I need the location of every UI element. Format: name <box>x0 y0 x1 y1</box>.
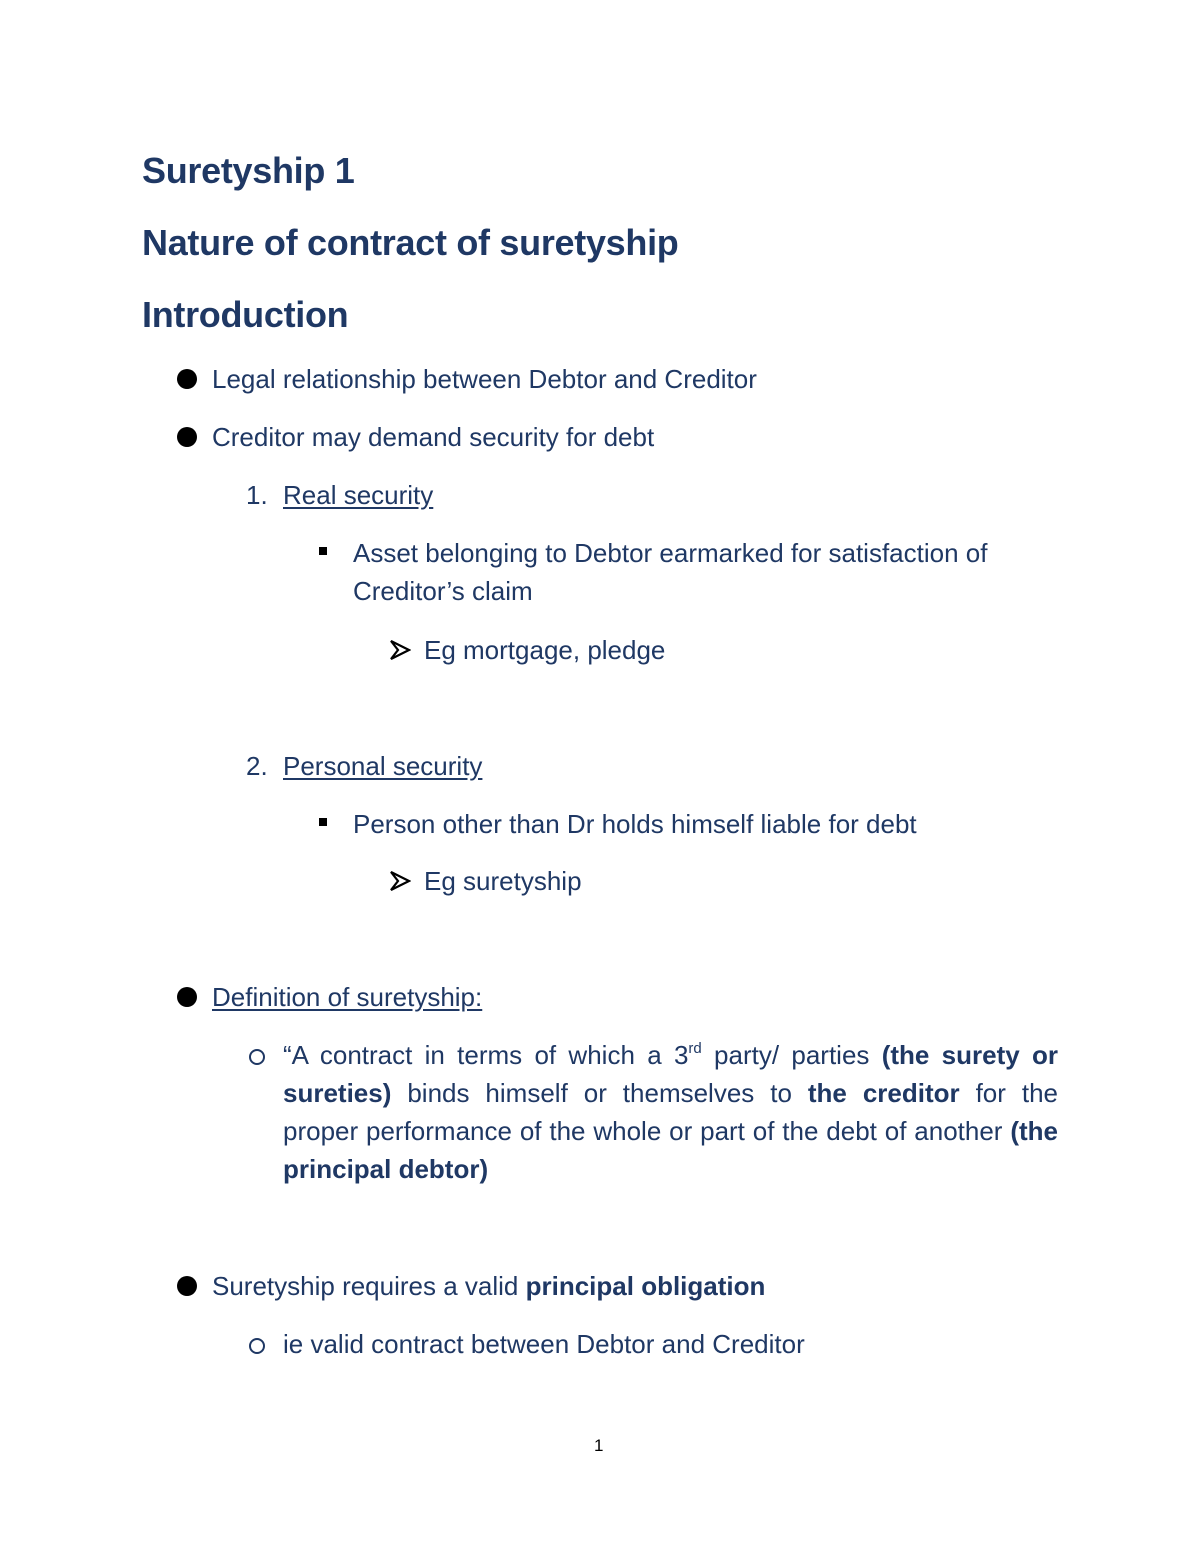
subtitle-heading: Nature of contract of suretyship <box>142 222 679 263</box>
bullet-text: Legal relationship between Debtor and Creditor <box>212 364 757 394</box>
bullet-disc-icon <box>177 1276 197 1296</box>
bullet-circle-icon <box>249 1049 265 1065</box>
list-number: 1. <box>246 480 268 510</box>
real-security-item-line2: Creditor’s claim <box>353 576 533 606</box>
arrow-bullet-icon <box>389 639 411 661</box>
personal-security-heading: Personal security <box>283 751 483 781</box>
bullet-disc-icon <box>177 369 197 389</box>
personal-security-item: Person other than Dr holds himself liable for debt <box>353 809 917 839</box>
real-security-item-line1: Asset belonging to Debtor earmarked for satisfaction of <box>353 538 988 568</box>
definition-paragraph: “A contract in terms of which a 3rd party/ parties (the surety or sureties) binds himself or themselves to the creditor for the proper performance of the whole or part of the debt of another (the principal debtor) <box>283 1040 1059 1184</box>
real-security-example: Eg mortgage, pledge <box>424 635 666 665</box>
bullet-square-icon <box>319 818 327 826</box>
bullet-circle-icon <box>249 1338 265 1354</box>
bullet-disc-icon <box>177 987 197 1007</box>
bullet-text: Creditor may demand security for debt <box>212 422 655 452</box>
page-number: 1 <box>594 1436 604 1455</box>
personal-security-example: Eg suretyship <box>424 866 582 896</box>
principal-obligation-text: Suretyship requires a valid principal obligation <box>212 1271 766 1301</box>
list-number: 2. <box>246 751 268 781</box>
bullet-square-icon <box>319 547 327 555</box>
definition-heading: Definition of suretyship: <box>212 982 483 1012</box>
bullet-disc-icon <box>177 427 197 447</box>
section-heading: Introduction <box>142 294 349 335</box>
document-title: Suretyship 1 <box>142 150 355 191</box>
arrow-bullet-icon <box>389 870 411 892</box>
principal-obligation-subtext: ie valid contract between Debtor and Creditor <box>283 1329 805 1359</box>
real-security-heading: Real security <box>283 480 434 510</box>
